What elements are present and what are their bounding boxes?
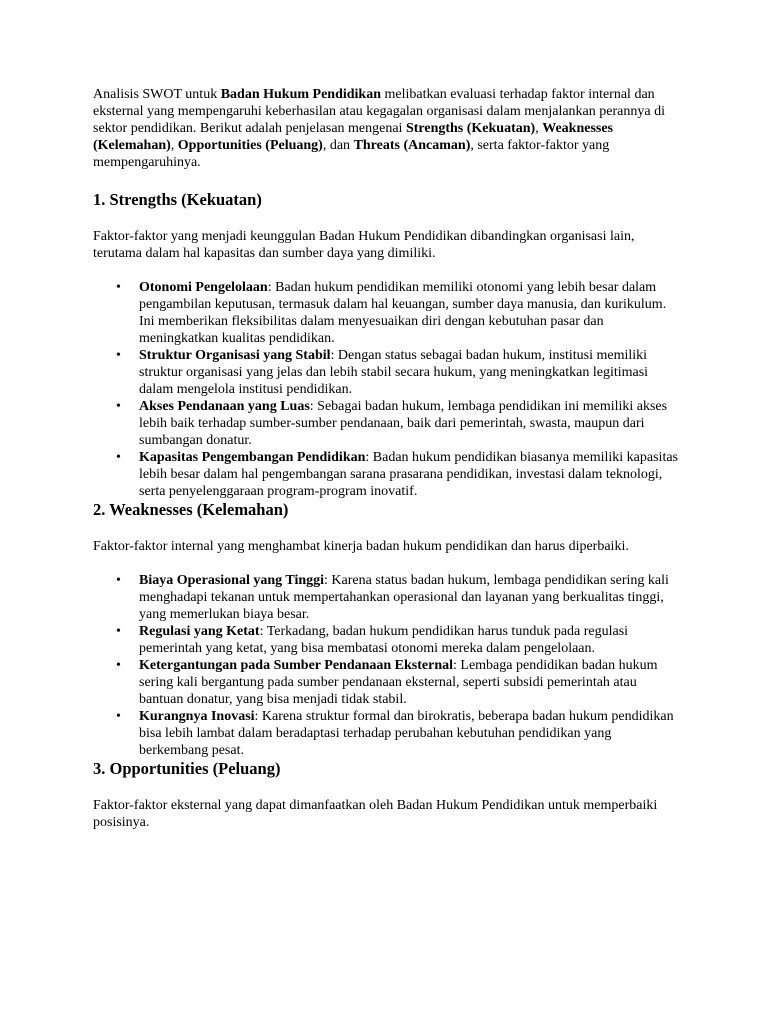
intro-text: , dan — [322, 138, 354, 153]
list-item — [93, 449, 683, 500]
bullet-icon: • — [116, 709, 121, 724]
item-description: : Sebagai badan hukum, lembaga pendidikan ini memiliki akses lebih baik terhadap sumber-sumber pendanaan, baik dari pemerintah, swasta, maupun dari sumbangan donatur. — [139, 399, 668, 448]
intro-text: , serta faktor-faktor yang mempengaruhinya. — [93, 138, 610, 170]
section-heading-weaknesses: 2. Weaknesses (Kelemahan) — [93, 500, 289, 519]
weaknesses-list — [93, 572, 683, 759]
section-intro-weaknesses: Faktor-faktor internal yang menghambat kinerja badan hukum pendidikan dan harus diperbaiki. — [93, 539, 629, 554]
item-term: Ketergantungan pada Sumber Pendanaan Eksternal — [139, 658, 454, 673]
intro-paragraph — [93, 86, 683, 171]
bullet-icon: • — [116, 658, 121, 673]
bullet-icon: • — [116, 624, 121, 639]
section-intro-opportunities: Faktor-faktor eksternal yang dapat dimanfaatkan oleh Badan Hukum Pendidikan untuk memperbaiki posisinya. — [93, 798, 658, 830]
item-term: Otonomi Pengelolaan — [139, 280, 268, 295]
item-description: : Dengan status sebagai badan hukum, institusi memiliki struktur organisasi yang jelas dan lebih stabil secara hukum, yang meningkatkan legitimasi dalam mengelola institusi pendidikan. — [139, 348, 649, 397]
list-item — [93, 572, 683, 623]
section-heading-opportunities: 3. Opportunities (Peluang) — [93, 759, 281, 778]
item-term: Regulasi yang Ketat — [139, 624, 260, 639]
list-item — [93, 623, 683, 657]
bullet-icon: • — [116, 573, 121, 588]
item-description: : Lembaga pendidikan badan hukum sering kali bergantung pada sumber pendanaan eksternal, seperti subsidi pemerintah atau bantuan donatur, yang bisa menjadi tidak stabil. — [139, 658, 658, 707]
intro-bold-term: Weaknesses (Kelemahan) — [93, 121, 614, 153]
list-item — [93, 657, 683, 708]
list-item — [93, 708, 683, 759]
intro-bold-term: Threats (Ancaman) — [353, 138, 471, 153]
document-page — [93, 86, 683, 848]
intro-bold-term: Badan Hukum Pendidikan — [220, 87, 381, 102]
intro-bold-term: Opportunities (Peluang) — [177, 138, 323, 153]
list-item — [93, 279, 683, 347]
item-term: Struktur Organisasi yang Stabil — [139, 348, 331, 363]
intro-text: , — [535, 121, 543, 136]
item-term: Kapasitas Pengembangan Pendidikan — [139, 450, 366, 465]
item-description: : Terkadang, badan hukum pendidikan harus tunduk pada regulasi pemerintah yang ketat, yang bisa membatasi otonomi mereka dalam pengelolaan. — [139, 624, 629, 656]
item-description: : Badan hukum pendidikan biasanya memiliki kapasitas lebih besar dalam hal pengembangan sarana prasarana pendidikan, investasi dalam teknologi, serta penyelenggaraan program-program inovatif. — [139, 450, 678, 499]
item-term: Akses Pendanaan yang Luas — [139, 399, 310, 414]
item-term: Biaya Operasional yang Tinggi — [139, 573, 325, 588]
section-intro-strengths: Faktor-faktor yang menjadi keunggulan Badan Hukum Pendidikan dibandingkan organisasi lain, terutama dalam hal kapasitas dan sumber daya yang dimiliki. — [93, 229, 635, 261]
intro-text: , — [170, 138, 178, 153]
bullet-icon: • — [116, 348, 121, 363]
list-item — [93, 398, 683, 449]
bullet-icon: • — [116, 280, 121, 295]
strengths-list — [93, 279, 683, 500]
item-description: : Karena status badan hukum, lembaga pendidikan sering kali menghadapi tekanan untuk mempertahankan operasional dan layanan yang berkualitas tinggi, yang memerlukan biaya besar. — [139, 573, 669, 622]
bullet-icon: • — [116, 399, 121, 414]
section-heading-strengths: 1. Strengths (Kekuatan) — [93, 190, 262, 209]
intro-text: Analisis SWOT untuk — [93, 87, 221, 102]
bullet-icon: • — [116, 450, 121, 465]
item-description: : Badan hukum pendidikan memiliki otonomi yang lebih besar dalam pengambilan keputusan, termasuk dalam hal keuangan, sumber daya manusia, dan kurikulum. Ini memberikan fleksibilitas dalam menyesuaikan diri dengan kebutuhan pasar dan meningkatkan kualitas pendidikan. — [139, 280, 667, 346]
list-item — [93, 347, 683, 398]
intro-bold-term: Strengths (Kekuatan) — [405, 121, 536, 136]
item-description: : Karena struktur formal dan birokratis, beberapa badan hukum pendidikan bisa lebih lambat dalam beradaptasi terhadap perubahan kebutuhan pendidikan yang berkembang pesat. — [139, 709, 674, 758]
intro-text: melibatkan evaluasi terhadap faktor internal dan eksternal yang mempengaruhi keberhasilan atau kegagalan organisasi dalam menjalankan perannya di sektor pendidikan. Berikut adalah penjelasan mengenai — [93, 87, 665, 136]
item-term: Kurangnya Inovasi — [139, 709, 255, 724]
